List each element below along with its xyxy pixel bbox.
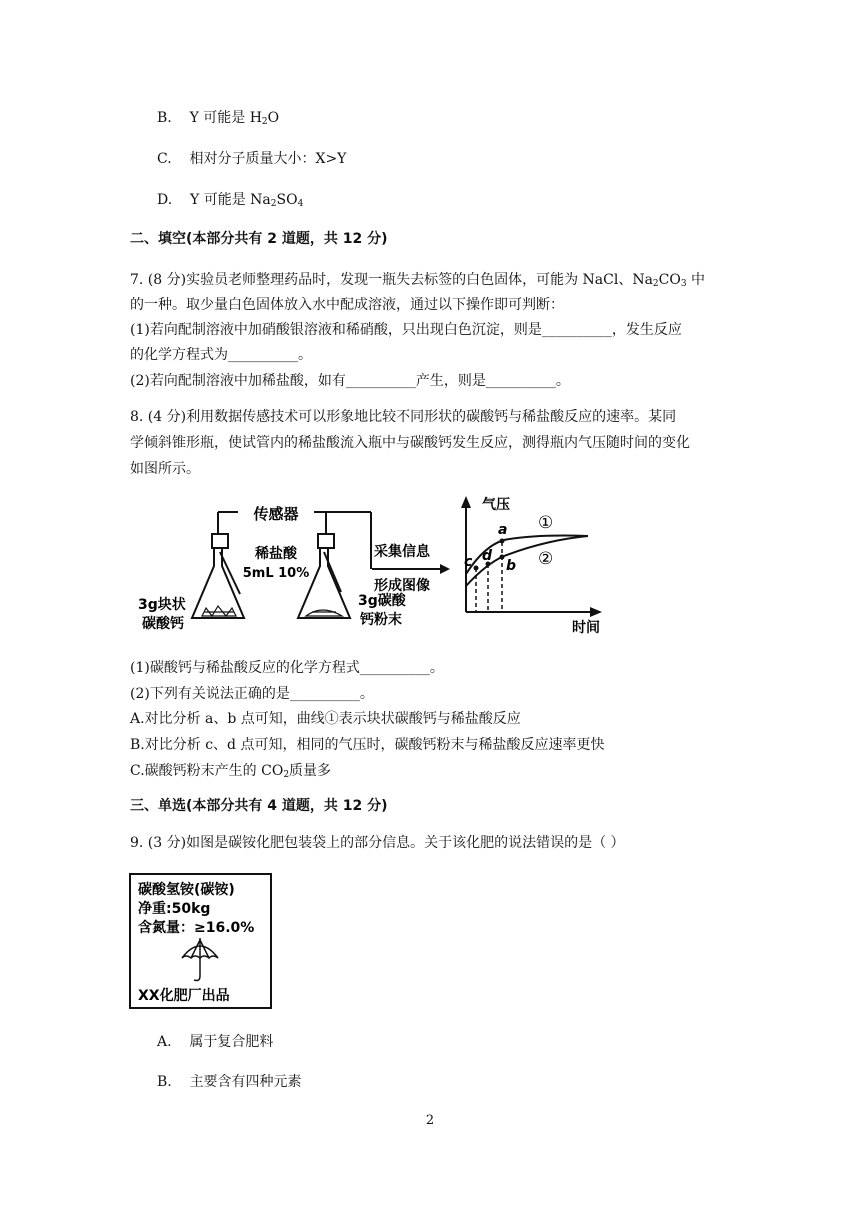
q8-sub-2: (2)下列有关说法正确的是__________。 bbox=[130, 686, 374, 702]
apparatus-figure bbox=[136, 494, 456, 644]
q9-option-a: A. 属于复合肥料 bbox=[157, 1034, 274, 1050]
q8-option-c: C.碳酸钙粉末产生的 $CO_2$质量多 bbox=[130, 763, 332, 780]
right-flask-label-1: 3g碳酸 bbox=[358, 593, 406, 609]
image-label: 形成图像 bbox=[374, 578, 430, 594]
pressure-graph bbox=[456, 494, 624, 640]
option-letter: D. bbox=[157, 192, 173, 208]
point-a: a bbox=[498, 522, 508, 538]
q7-line-5: (2)若向配制溶液中加稀盐酸，如有__________产生，则是__________。 bbox=[130, 373, 570, 389]
y-axis-label: 气压 bbox=[482, 497, 510, 513]
fertilizer-nitrogen: 含氮量：≥16.0% bbox=[138, 920, 255, 936]
option-b: B. Y 可能是 $H_2O$ bbox=[157, 110, 280, 127]
collect-label: 采集信息 bbox=[374, 544, 430, 560]
q7-line-3: (1)若向配制溶液中加硝酸银溶液和稀硝酸，只出现白色沉淀，则是__________，发生反应 bbox=[130, 322, 682, 338]
q7-line-4: 的化学方程式为__________。 bbox=[130, 347, 312, 363]
section-2-heading: 二、填空(本部分共有 2 道题，共 12 分) bbox=[130, 231, 388, 247]
q9-stem: 9. (3 分)如图是碳铵化肥包装袋上的部分信息。关于该化肥的说法错误的是（ ） bbox=[130, 835, 625, 851]
sensor-label: 传感器 bbox=[253, 505, 299, 523]
fertilizer-maker: XX化肥厂出品 bbox=[138, 988, 230, 1004]
fertilizer-name: 碳酸氢铵(碳铵) bbox=[138, 882, 235, 898]
q8-line-3: 如图所示。 bbox=[130, 461, 200, 477]
left-flask-label-1: 3g块状 bbox=[138, 597, 186, 613]
left-flask-label-2: 碳酸钙 bbox=[142, 616, 184, 632]
fertilizer-label bbox=[128, 872, 274, 1010]
option-letter: A. bbox=[157, 1034, 172, 1050]
curve-1-label: ① bbox=[538, 513, 554, 533]
point-c: c bbox=[464, 554, 473, 570]
section-3-heading: 三、单选(本部分共有 4 道题，共 12 分) bbox=[130, 798, 388, 814]
q8-option-a: A.对比分析 a、b 点可知，曲线①表示块状碳酸钙与稀盐酸反应 bbox=[130, 711, 521, 727]
q8-option-b: B.对比分析 c、d 点可知，相同的气压时，碳酸钙粉末与稀盐酸反应速率更快 bbox=[130, 737, 605, 753]
q8-line-1: 8. (4 分)利用数据传感技术可以形象地比较不同形状的碳酸钙与稀盐酸反应的速率。某同 bbox=[130, 409, 677, 425]
acid-amount-label: 5mL 10% bbox=[242, 566, 310, 581]
option-letter: B. bbox=[157, 110, 172, 126]
fertilizer-weight: 净重:50kg bbox=[138, 901, 211, 917]
q9-option-b: B. 主要含有四种元素 bbox=[157, 1074, 302, 1090]
option-d: D. Y 可能是 $Na_2SO_4$ bbox=[157, 192, 304, 209]
q8-line-2: 学倾斜锥形瓶，使试管内的稀盐酸流入瓶中与碳酸钙发生反应，测得瓶内气压随时间的变化 bbox=[130, 435, 690, 451]
q7-line-2: 的一种。取少量白色固体放入水中配成溶液，通过以下操作即可判断： bbox=[130, 297, 564, 313]
option-letter: B. bbox=[157, 1074, 172, 1090]
option-c: C. 相对分子质量大小：X>Y bbox=[157, 151, 347, 167]
acid-label: 稀盐酸 bbox=[255, 546, 297, 562]
point-b: b bbox=[506, 558, 517, 574]
curve-2-label: ② bbox=[538, 549, 554, 569]
x-axis-label: 时间 bbox=[572, 620, 600, 636]
q8-sub-1: (1)碳酸钙与稀盐酸反应的化学方程式__________。 bbox=[130, 660, 444, 676]
point-d: d bbox=[482, 548, 493, 564]
option-letter: C. bbox=[157, 151, 172, 167]
page-number: 2 bbox=[425, 1113, 435, 1128]
right-flask-label-2: 钙粉末 bbox=[360, 612, 402, 628]
q7-line-1: 7. (8 分)实验员老师整理药品时，发现一瓶失去标签的白色固体，可能为 NaCl、$Na_2CO_3$ 中 bbox=[130, 272, 706, 289]
